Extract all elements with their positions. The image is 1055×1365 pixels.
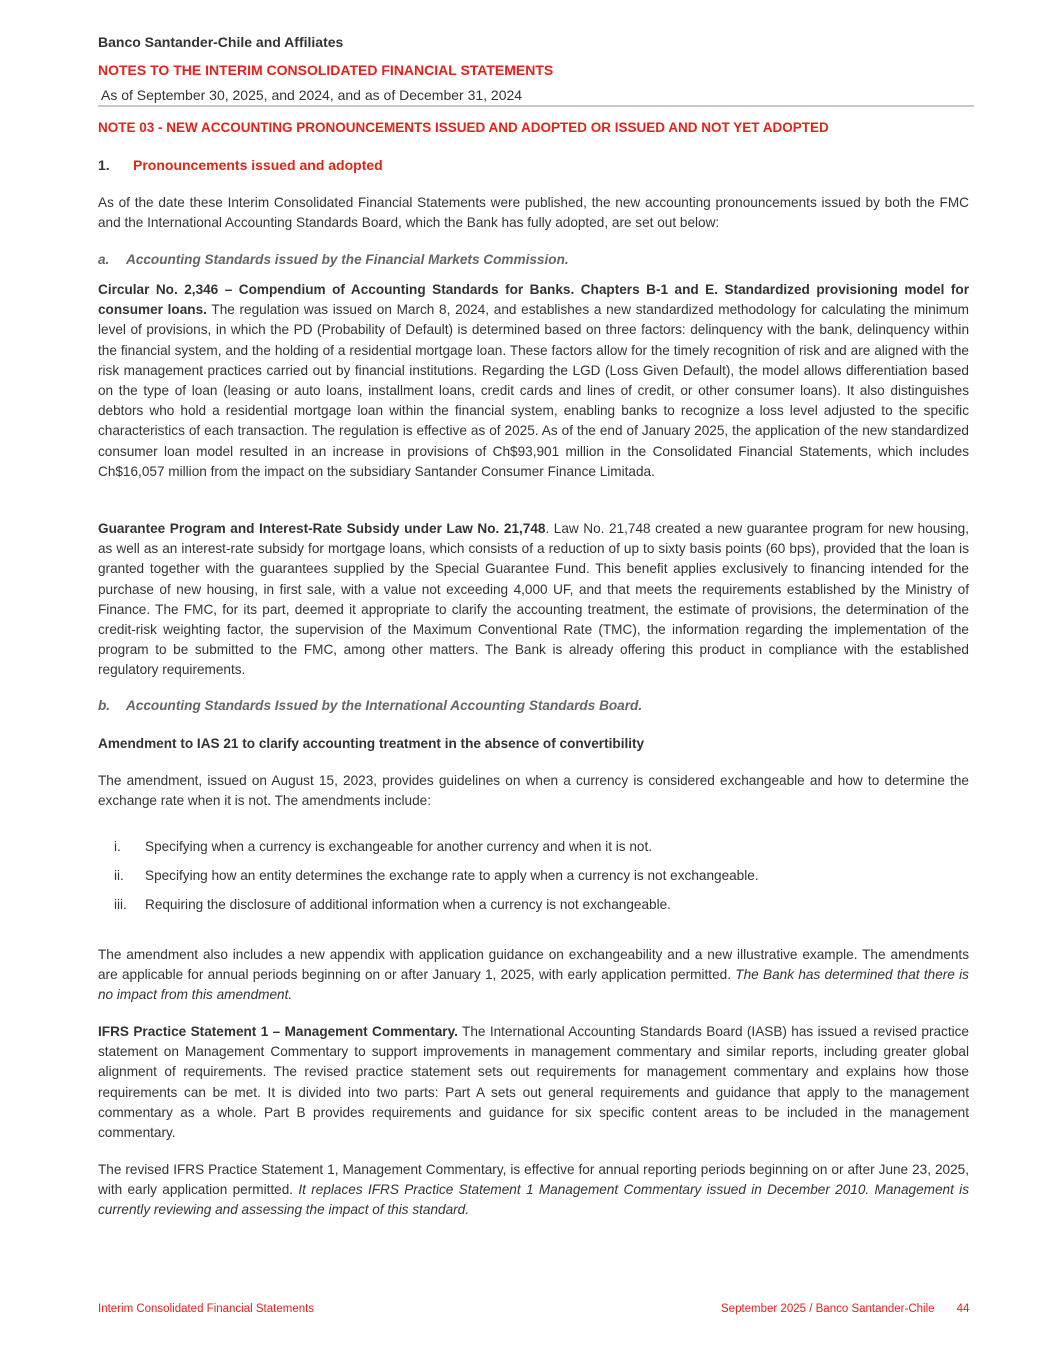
circular-body: The regulation was issued on March 8, 2024, and establishes a new standardized methodology for calculating the minimum level of provisions, in which the PD (Probability of Default) is determined based on three factors: delinquency with the bank, delinquency within the financial system, and the holding of a residential mortgage loan. These factors allow for the timely recognition of risk and are aligned with the risk management practices carried out by financial institutions. Regarding the LGD (Loss Given Default), the model allows differentiation based on the type of loan (leasing or auto loans, installment loans, credit cards and lines of credit, or other consumer loans). It also distinguishes debtors who hold a residential mortgage loan within the financial system, enabling banks to recognize a loss level adjusted to the specific characteristics of each transaction. The regulation is effective as of 2025. As of the end of January 2025, the application of the new standardized consumer loan model resulted in an increase in provisions of Ch$93,901 million in the Consolidated Financial Statements, which includes Ch$16,057 million from the impact on the subsidiary Santander Consumer Finance Limitada. [98, 302, 969, 479]
footer-page-info [721, 1303, 969, 1315]
ias21-heading: Amendment to IAS 21 to clarify accounting treatment in the absence of convertibility [98, 736, 645, 751]
subsection-b-title: Accounting Standards Issued by the International Accounting Standards Board. [126, 698, 643, 713]
list-item [98, 839, 652, 854]
ias21-closing-text: The amendment also includes a new appendix with application guidance on exchangeability and a new illustrative example. The amendments are applicable for annual periods beginning on or after January 1, 2025, with early application permitted. [98, 947, 969, 983]
ias21-closing-paragraph [98, 945, 969, 1006]
guarantee-paragraph [98, 519, 969, 681]
ias21-impact-statement: The Bank has determined that there is no impact from this amendment. [98, 967, 969, 1003]
header-as-of-date: As of September 30, 2025, and 2024, and as of December 31, 2024 [101, 87, 523, 103]
circular-title: Circular No. 2,346 – Compendium of Accounting Standards for Banks. Chapters B-1 and E. Standardized provisioning model for consumer loans. [98, 282, 969, 318]
intro-paragraph: As of the date these Interim Consolidated Financial Statements were published, the new accounting pronouncements issued by both the FMC and the International Accounting Standards Board, which the Bank has fully adopted, are set out below: [98, 195, 969, 231]
guarantee-body: . Law No. 21,748 created a new guarantee program for new housing, as well as an interest-rate subsidy for mortgage loans, which consists of a reduction of up to sixty basis points (60 bps), provided that the loan is granted together with the guarantees supplied by the Special Guarantee Fund. This benefit applies exclusively to financing intended for the purchase of new housing, in first sale, with a value not exceeding 4,000 UF, and that meets the requirements established by the Ministry of Finance. The FMC, for its part, deemed it appropriate to clarify the accounting treatment, the estimate of provisions, the determination of the credit-risk weighting factor, the supervision of the Maximum Conventional Rate (TMC), the information regarding the implementation of the program to be submitted to the FMC, among other matters. The Bank is already offering this product in compliance with the established regulatory requirements. [98, 521, 969, 678]
list-item [98, 868, 759, 883]
header-divider [98, 105, 974, 107]
list-item-text: Specifying when a currency is exchangeable for another currency and when it is not. [145, 839, 653, 854]
footer-page-number: 44 [956, 1303, 970, 1315]
subsection-a-title: Accounting Standards issued by the Financial Markets Commission. [126, 252, 569, 267]
ifrs-ps1-revised-statement: It replaces IFRS Practice Statement 1 Management Commentary issued in December 2010. Management is currently reviewing and assessing the impact of this standard. [98, 1182, 969, 1218]
subsection-a-letter: a. [98, 252, 110, 267]
list-item-text: Specifying how an entity determines the exchange rate to apply when a currency is not exchangeable. [145, 868, 759, 883]
header-notes-title: NOTES TO THE INTERIM CONSOLIDATED FINANCIAL STATEMENTS [98, 62, 554, 78]
guarantee-title: Guarantee Program and Interest-Rate Subsidy under Law No. 21,748 [98, 521, 546, 536]
ifrs-ps1-revised-paragraph [98, 1160, 969, 1221]
footer-document-title: Interim Consolidated Financial Statements [98, 1303, 315, 1315]
ifrs-ps1-title: IFRS Practice Statement 1 – Management Commentary. [98, 1024, 458, 1039]
footer-separator: / [806, 1303, 816, 1315]
ifrs-ps1-revised-text: The revised IFRS Practice Statement 1, Management Commentary, is effective for annual reporting periods beginning on or after June 23, 2025, with early application permitted. [98, 1162, 969, 1198]
subsection-b-heading [98, 698, 642, 713]
list-item-numeral: iii. [114, 897, 127, 912]
circular-paragraph [98, 280, 969, 482]
list-item-numeral: ii. [114, 868, 124, 883]
list-item-numeral: i. [114, 839, 121, 854]
list-item [98, 897, 671, 912]
header-company: Banco Santander-Chile and Affiliates [98, 34, 344, 50]
footer-date: September 2025 [721, 1303, 807, 1315]
ifrs-ps1-body: The International Accounting Standards Board (IASB) has issued a revised practice statement on Management Commentary to support improvements in management commentary and similar reports, including greater global alignment of requirements. The revised practice statement sets out requirements for management commentary and explains how those requirements can be met. It is divided into two parts: Part A sets out general requirements and guidance that apply to the management commentary as a whole. Part B provides requirements and guidance for six specific content areas to be included in the management commentary. [98, 1024, 969, 1141]
subsection-b-letter: b. [98, 698, 111, 713]
section-title: Pronouncements issued and adopted [133, 157, 383, 173]
footer-bank-name: Banco Santander-Chile [815, 1303, 935, 1315]
section-heading [98, 157, 383, 173]
list-item-text: Requiring the disclosure of additional information when a currency is not exchangeable. [145, 897, 671, 912]
section-number: 1. [98, 157, 110, 173]
ifrs-ps1-paragraph [98, 1022, 969, 1143]
subsection-a-heading [98, 252, 569, 267]
ias21-intro-paragraph: The amendment, issued on August 15, 2023, provides guidelines on when a currency is considered exchangeable and how to determine the exchange rate when it is not. The amendments include: [98, 773, 969, 809]
note-title: NOTE 03 - NEW ACCOUNTING PRONOUNCEMENTS ISSUED AND ADOPTED OR ISSUED AND NOT YET ADOPTED [98, 120, 829, 135]
